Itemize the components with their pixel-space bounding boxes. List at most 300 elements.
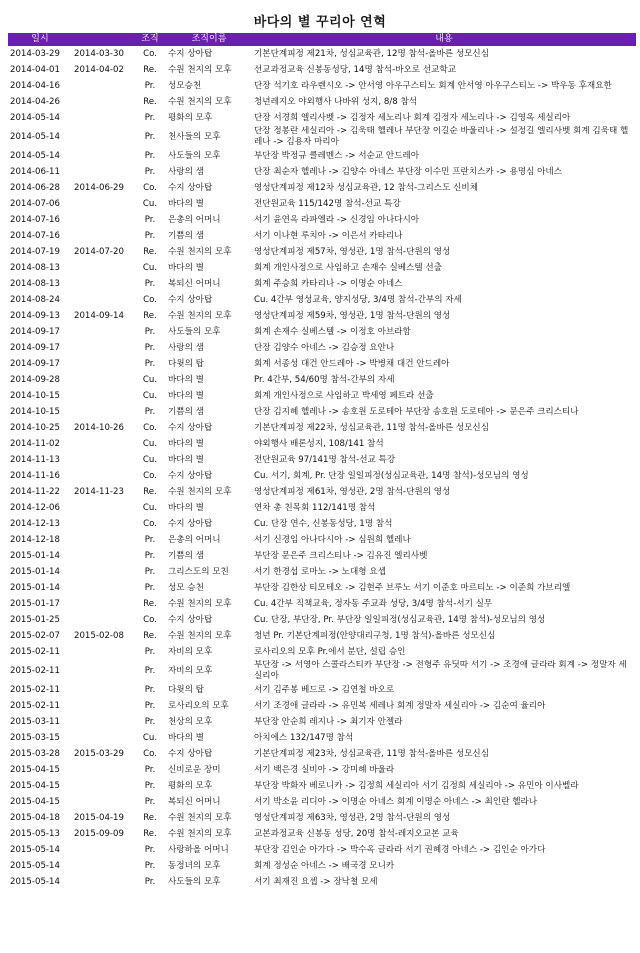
cell-start-date: 2014-12-13 — [10, 518, 60, 529]
table-row — [8, 532, 636, 548]
cell-type: Pr. — [144, 646, 156, 657]
cell-org-name: 수원 천지의 모후 — [168, 598, 232, 609]
cell-start-date: 2015-01-17 — [10, 598, 60, 609]
cell-type: Cu. — [142, 732, 158, 743]
cell-end-date — [72, 148, 134, 164]
cell-type: Cu. — [142, 262, 158, 273]
cell-type: Re. — [143, 486, 157, 497]
cell-content: 선교과정교육 신봉동성당, 14명 참석-바오로 선교학교 — [254, 64, 457, 75]
cell-end-date: 2014-07-20 — [74, 246, 124, 257]
cell-end-date — [72, 110, 134, 126]
cell-content: 연차 총 친목회 112/141명 참석 — [254, 502, 376, 513]
table-row — [8, 580, 636, 596]
table-row — [8, 660, 636, 682]
cell-end-date — [72, 794, 134, 810]
cell-org-name: 수지 상아탑 — [168, 422, 213, 433]
cell-content: 단장 석기호 라우렌시오 -> 안서영 아우구스티노 회계 안서영 아우구스티노 -> 박우동 후재요한 — [254, 80, 612, 91]
cell-end-date — [72, 714, 134, 730]
cell-content: 단장 서경희 엘리사벳 -> 김정자 세노리나 회계 김정자 세노리나 -> 김영옥 세실리아 — [254, 112, 571, 123]
table-row — [8, 276, 636, 292]
history-table — [8, 33, 636, 890]
cell-content: 부단장 -> 서영아 스콜라스티카 부단장 -> 전형주 유딧따 서기 -> 조경애 글라라 회계 -> 정말자 세실리아 — [254, 660, 627, 681]
table-row — [8, 78, 636, 94]
cell-content: 단장 최순자 헬레나 -> 김양수 아네스 부단장 이수민 프란치스카 -> 용명심 아네스 — [254, 166, 563, 177]
cell-start-date: 2015-01-25 — [10, 614, 60, 625]
cell-end-date — [72, 874, 134, 890]
cell-content: 아치에스 132/147명 참석 — [254, 732, 354, 743]
cell-end-date — [72, 388, 134, 404]
cell-content: 전단원교육 115/142명 참석-선교 특강 — [254, 198, 401, 209]
cell-type: Pr. — [144, 582, 156, 593]
cell-org-name: 자비의 모후 — [168, 646, 213, 657]
table-row — [8, 682, 636, 698]
cell-end-date — [72, 762, 134, 778]
cell-content: 청년 Pr. 기본단계피정(안양대리구청, 1명 참석)-올바른 성모신심 — [254, 630, 496, 641]
cell-org-name: 수원 천지의 모후 — [168, 812, 232, 823]
cell-start-date: 2014-11-02 — [10, 438, 60, 449]
cell-content: 서기 신경임 아나다시아 -> 심원희 헬레나 — [254, 534, 411, 545]
cell-end-date: 2014-09-14 — [74, 310, 124, 321]
cell-start-date: 2014-05-14 — [10, 112, 60, 123]
cell-start-date: 2015-05-14 — [10, 876, 60, 887]
cell-end-date — [72, 228, 134, 244]
cell-org-name: 수원 천지의 모후 — [168, 64, 232, 75]
cell-content: 단장 김양수 아네스 -> 김승정 요안나 — [254, 342, 395, 353]
cell-content: 서기 한경섭 로마노 -> 노대형 요셉 — [254, 566, 386, 577]
cell-content: 서기 최재진 요셉 -> 장낙철 모세 — [254, 876, 378, 887]
table-row — [8, 564, 636, 580]
cell-type: Co. — [143, 748, 157, 759]
cell-end-date — [72, 842, 134, 858]
cell-start-date: 2015-01-14 — [10, 550, 60, 561]
cell-org-name: 다윗의 탑 — [168, 684, 204, 695]
cell-content: 교본과정교육 신봉동 성당, 20명 참석-레지오교본 교육 — [254, 828, 459, 839]
cell-type: Re. — [143, 598, 157, 609]
table-row — [8, 46, 636, 62]
table-row — [8, 612, 636, 628]
cell-content: 회계 서종성 대건 안드레아 -> 박병채 대건 안드레아 — [254, 358, 450, 369]
table-row — [8, 826, 636, 842]
cell-content: 기본단계피정 제21차, 성심교육관, 12명 참석-올바른 성모신심 — [254, 48, 490, 59]
table-row — [8, 404, 636, 420]
cell-org-name: 바다의 별 — [168, 732, 204, 743]
cell-start-date: 2014-09-17 — [10, 358, 60, 369]
cell-start-date: 2014-10-15 — [10, 406, 60, 417]
cell-type: Pr. — [144, 780, 156, 791]
cell-end-date — [72, 196, 134, 212]
cell-org-name: 수원 천지의 모후 — [168, 96, 232, 107]
cell-content: 회계 주승희 카타리나 -> 이명순 아네스 — [254, 278, 403, 289]
cell-type: Co. — [143, 470, 157, 481]
cell-type: Pr. — [144, 326, 156, 337]
cell-type: Re. — [143, 246, 157, 257]
table-row — [8, 340, 636, 356]
cell-end-date: 2014-04-02 — [74, 64, 124, 75]
cell-start-date: 2014-04-26 — [10, 96, 60, 107]
table-row — [8, 842, 636, 858]
cell-start-date: 2014-06-11 — [10, 166, 60, 177]
cell-content: 서기 윤연옥 라파엘라 -> 신경임 아나다시아 — [254, 214, 420, 225]
table-row — [8, 596, 636, 612]
cell-type: Pr. — [144, 550, 156, 561]
cell-start-date: 2015-04-15 — [10, 764, 60, 775]
cell-content: 영성단계피정 제63차, 영성관, 2명 참석-단원의 영성 — [254, 812, 451, 823]
cell-org-name: 수원 천지의 모후 — [168, 310, 232, 321]
cell-type: Pr. — [144, 534, 156, 545]
cell-type: Re. — [143, 96, 157, 107]
cell-end-date: 2014-06-29 — [74, 182, 124, 193]
cell-content: 영성단계피정 제57차, 영성관, 1명 참석-단원의 영성 — [254, 246, 451, 257]
cell-start-date: 2014-11-16 — [10, 470, 60, 481]
cell-type: Re. — [143, 828, 157, 839]
cell-org-name: 평화의 모후 — [168, 112, 213, 123]
cell-start-date: 2014-12-06 — [10, 502, 60, 513]
cell-start-date: 2014-08-24 — [10, 294, 60, 305]
table-row — [8, 484, 636, 500]
cell-content: 부단장 박정규 클레멘스 -> 서순교 안드레아 — [254, 150, 420, 161]
table-row — [8, 436, 636, 452]
cell-org-name: 수지 상아탑 — [168, 294, 213, 305]
cell-start-date: 2014-07-16 — [10, 230, 60, 241]
cell-start-date: 2014-05-14 — [10, 131, 60, 142]
cell-start-date: 2014-09-13 — [10, 310, 60, 321]
table-row — [8, 858, 636, 874]
cell-org-name: 바다의 별 — [168, 438, 204, 449]
cell-type: Co. — [143, 48, 157, 59]
cell-type: Co. — [143, 294, 157, 305]
table-row — [8, 746, 636, 762]
cell-start-date: 2014-12-18 — [10, 534, 60, 545]
cell-start-date: 2015-04-15 — [10, 780, 60, 791]
cell-type: Pr. — [144, 150, 156, 161]
cell-type: Co. — [143, 422, 157, 433]
cell-type: Co. — [143, 518, 157, 529]
table-row — [8, 644, 636, 660]
cell-start-date: 2015-05-14 — [10, 844, 60, 855]
cell-org-name: 바다의 별 — [168, 502, 204, 513]
cell-end-date: 2014-03-30 — [74, 48, 124, 59]
cell-content: Cu. 단장, 부단장, Pr. 부단장 일일피정(성심교육관, 14명 참석)-성모님의 영성 — [254, 614, 546, 625]
cell-end-date: 2014-11-23 — [74, 486, 124, 497]
cell-org-name: 자비의 모후 — [168, 665, 213, 676]
table-row — [8, 164, 636, 180]
cell-end-date: 2015-09-09 — [74, 828, 124, 839]
cell-content: 서기 김주봉 베드로 -> 김연철 바오로 — [254, 684, 395, 695]
cell-start-date: 2015-04-18 — [10, 812, 60, 823]
cell-org-name: 그리스도의 모친 — [168, 566, 229, 577]
cell-content: 서기 조경애 글라라 -> 유민복 세레나 회계 정말자 세실리아 -> 김순여 율리아 — [254, 700, 546, 711]
cell-type: Cu. — [142, 438, 158, 449]
table-row — [8, 212, 636, 228]
cell-start-date: 2015-02-11 — [10, 646, 60, 657]
cell-content: Cu. 단장 연수, 신봉동성당, 1명 참석 — [254, 518, 393, 529]
cell-end-date — [72, 612, 134, 628]
cell-content: Cu. 4간부 직책교육, 정자동 주교좌 성당, 3/4명 참석-서기 실무 — [254, 598, 493, 609]
cell-start-date: 2014-09-17 — [10, 342, 60, 353]
cell-type: Cu. — [142, 198, 158, 209]
cell-org-name: 바다의 별 — [168, 198, 204, 209]
header-note: 내용 — [252, 33, 636, 46]
cell-end-date — [72, 778, 134, 794]
table-row — [8, 548, 636, 564]
cell-org-name: 사랑의 샘 — [168, 342, 204, 353]
cell-end-date: 2015-03-29 — [74, 748, 124, 759]
cell-org-name: 복되신 어머니 — [168, 278, 221, 289]
cell-content: Cu. 4간부 영성교육, 양지성당, 3/4명 참석-간부의 자세 — [254, 294, 462, 305]
cell-type: Cu. — [142, 390, 158, 401]
cell-type: Pr. — [144, 131, 156, 142]
cell-start-date: 2015-03-15 — [10, 732, 60, 743]
cell-end-date — [72, 858, 134, 874]
table-row — [8, 308, 636, 324]
cell-content: 부단장 안순희 레지나 -> 최기자 안젤라 — [254, 716, 403, 727]
cell-content: 회계 정성순 아네스 -> 배국경 모니카 — [254, 860, 395, 871]
cell-start-date: 2014-03-29 — [10, 48, 60, 59]
cell-org-name: 성모승천 — [168, 80, 202, 91]
cell-end-date — [72, 644, 134, 660]
table-row — [8, 500, 636, 516]
cell-end-date — [72, 126, 134, 148]
cell-org-name: 사도들의 모후 — [168, 876, 221, 887]
table-row — [8, 452, 636, 468]
table-row — [8, 698, 636, 714]
cell-org-name: 천상의 모후 — [168, 716, 213, 727]
table-row — [8, 196, 636, 212]
table-row — [8, 420, 636, 436]
cell-org-name: 사도들의 모후 — [168, 326, 221, 337]
cell-end-date — [72, 516, 134, 532]
cell-org-name: 로사리오의 모후 — [168, 700, 229, 711]
table-row — [8, 388, 636, 404]
cell-content: 기본단계피정 제22차, 성심교육관, 11명 참석-올바른 성모신심 — [254, 422, 490, 433]
cell-start-date: 2014-07-16 — [10, 214, 60, 225]
cell-org-name: 평화의 모후 — [168, 780, 213, 791]
cell-end-date — [72, 94, 134, 110]
cell-content: 영성단계피정 제12차 성심교육관, 12 참석-그리스도 신비체 — [254, 182, 478, 193]
cell-end-date — [72, 596, 134, 612]
table-row — [8, 874, 636, 890]
cell-content: 회계 개인사정으로 사임하고 손재수 실베스텔 선출 — [254, 262, 442, 273]
cell-start-date: 2015-03-28 — [10, 748, 60, 759]
cell-org-name: 수원 천지의 모후 — [168, 630, 232, 641]
table-row — [8, 62, 636, 78]
cell-end-date — [72, 436, 134, 452]
cell-end-date — [72, 730, 134, 746]
cell-content: 기본단계피정 제23차, 성심교육관, 11명 참석-올바른 성모신심 — [254, 748, 490, 759]
table-row — [8, 148, 636, 164]
table-row — [8, 110, 636, 126]
cell-type: Re. — [143, 812, 157, 823]
cell-start-date: 2015-02-11 — [10, 700, 60, 711]
header-date: 일시 — [8, 33, 72, 46]
cell-org-name: 사랑의 샘 — [168, 166, 204, 177]
cell-content: 부단장 박화자 베로니카 -> 김정희 세실리아 서기 김정희 세실리아 -> 유민아 이사벨라 — [254, 780, 579, 791]
cell-org-name: 기쁨의 샘 — [168, 550, 204, 561]
cell-end-date — [72, 698, 134, 714]
cell-org-name: 수원 천지의 모후 — [168, 246, 232, 257]
cell-type: Pr. — [144, 566, 156, 577]
cell-type: Pr. — [144, 278, 156, 289]
cell-org-name: 바다의 별 — [168, 374, 204, 385]
cell-type: Pr. — [144, 716, 156, 727]
cell-start-date: 2014-07-06 — [10, 198, 60, 209]
cell-org-name: 은총의 어머니 — [168, 214, 221, 225]
cell-end-date — [72, 500, 134, 516]
cell-end-date — [72, 404, 134, 420]
cell-org-name: 수원 천지의 모후 — [168, 486, 232, 497]
table-row — [8, 810, 636, 826]
table-row — [8, 372, 636, 388]
cell-org-name: 기쁨의 샘 — [168, 230, 204, 241]
cell-start-date: 2014-08-13 — [10, 278, 60, 289]
table-row — [8, 292, 636, 308]
cell-org-name: 사랑하올 어머니 — [168, 844, 229, 855]
cell-type: Cu. — [142, 454, 158, 465]
cell-end-date — [72, 324, 134, 340]
cell-content: 전단원교육 97/141명 참석-선교 특강 — [254, 454, 396, 465]
table-row — [8, 244, 636, 260]
cell-type: Pr. — [144, 796, 156, 807]
cell-type: Re. — [143, 64, 157, 75]
cell-org-name: 바다의 별 — [168, 390, 204, 401]
cell-end-date — [72, 292, 134, 308]
cell-start-date: 2014-11-13 — [10, 454, 60, 465]
cell-start-date: 2014-08-13 — [10, 262, 60, 273]
table-row — [8, 794, 636, 810]
cell-start-date: 2015-02-07 — [10, 630, 60, 641]
cell-type: Pr. — [144, 665, 156, 676]
cell-org-name: 다윗의 탑 — [168, 358, 204, 369]
cell-content: 회계 개인사정으로 사임하고 박세영 페트라 선출 — [254, 390, 434, 401]
cell-org-name: 수지 상아탑 — [168, 182, 213, 193]
cell-end-date — [72, 580, 134, 596]
cell-end-date — [72, 660, 134, 682]
cell-type: Pr. — [144, 342, 156, 353]
cell-end-date — [72, 564, 134, 580]
cell-type: Pr. — [144, 406, 156, 417]
cell-start-date: 2014-04-16 — [10, 80, 60, 91]
cell-content: 야외행사 배론성지, 108/141 참석 — [254, 438, 384, 449]
table-row — [8, 94, 636, 110]
cell-end-date — [72, 532, 134, 548]
header-row — [8, 33, 636, 46]
table-row — [8, 762, 636, 778]
cell-start-date: 2014-05-14 — [10, 150, 60, 161]
cell-start-date: 2014-07-19 — [10, 246, 60, 257]
cell-type: Pr. — [144, 214, 156, 225]
cell-start-date: 2014-06-28 — [10, 182, 60, 193]
cell-end-date — [72, 212, 134, 228]
cell-type: Pr. — [144, 166, 156, 177]
cell-content: 부단장 김인순 아가다 -> 박수옥 글라라 서기 권혜경 아네스 -> 김인순 아가다 — [254, 844, 546, 855]
cell-end-date — [72, 372, 134, 388]
cell-end-date — [72, 682, 134, 698]
cell-content: 부단장 문은주 크리스티나 -> 김유진 엘리사벳 — [254, 550, 428, 561]
cell-start-date: 2015-05-14 — [10, 860, 60, 871]
cell-end-date — [72, 260, 134, 276]
page-title: 바다의 별 꾸리아 연혁 — [253, 15, 387, 30]
cell-start-date: 2015-03-11 — [10, 716, 60, 727]
cell-end-date — [72, 468, 134, 484]
cell-org-name: 수지 상아탑 — [168, 518, 213, 529]
cell-type: Cu. — [142, 374, 158, 385]
cell-end-date — [72, 548, 134, 564]
cell-content: 서기 백은경 실비아 -> 강미혜 바울라 — [254, 764, 395, 775]
cell-end-date — [72, 452, 134, 468]
header-type: 조직 — [134, 33, 166, 46]
cell-org-name: 수원 천지의 모후 — [168, 828, 232, 839]
table-row — [8, 228, 636, 244]
header-name: 조직이름 — [166, 33, 252, 46]
cell-end-date — [72, 356, 134, 372]
cell-end-date: 2015-02-08 — [74, 630, 124, 641]
table-row — [8, 778, 636, 794]
table-row — [8, 356, 636, 372]
header-date2 — [72, 33, 134, 46]
cell-type: Pr. — [144, 358, 156, 369]
cell-type: Pr. — [144, 876, 156, 887]
cell-start-date: 2015-04-15 — [10, 796, 60, 807]
cell-type: Re. — [143, 630, 157, 641]
cell-end-date — [72, 78, 134, 94]
cell-end-date — [72, 164, 134, 180]
cell-type: Pr. — [144, 700, 156, 711]
cell-type: Co. — [143, 182, 157, 193]
cell-org-name: 천사들의 모후 — [168, 131, 221, 142]
cell-org-name: 성모 승천 — [168, 582, 204, 593]
table-row — [8, 714, 636, 730]
cell-start-date: 2015-02-11 — [10, 684, 60, 695]
cell-org-name: 수지 상아탑 — [168, 614, 213, 625]
cell-type: Pr. — [144, 80, 156, 91]
cell-type: Pr. — [144, 684, 156, 695]
cell-type: Co. — [143, 614, 157, 625]
cell-org-name: 수지 상아탑 — [168, 748, 213, 759]
cell-content: 부단장 김한상 티모테오 -> 김현주 브루노 서기 이준호 마르티노 -> 이준희 가브리엘 — [254, 582, 571, 593]
cell-content: 청년레지오 야외행사 나바위 성지, 8/8 참석 — [254, 96, 418, 107]
cell-org-name: 바다의 별 — [168, 262, 204, 273]
cell-org-name: 기쁨의 샘 — [168, 406, 204, 417]
cell-org-name: 은총의 어머니 — [168, 534, 221, 545]
cell-content: Pr. 4간부, 54/60명 참석-간부의 자세 — [254, 374, 395, 385]
table-row — [8, 180, 636, 196]
cell-content: 영성단계피정 제59차, 영성관, 1명 참석-단원의 영성 — [254, 310, 451, 321]
cell-type: Pr. — [144, 112, 156, 123]
cell-type: Pr. — [144, 844, 156, 855]
table-row — [8, 324, 636, 340]
cell-end-date: 2014-10-26 — [74, 422, 124, 433]
cell-start-date: 2014-04-01 — [10, 64, 60, 75]
cell-content: 서기 박소윤 리디아 -> 이명순 아네스 회계 이명순 아네스 -> 최인란 헬라나 — [254, 796, 538, 807]
table-row — [8, 126, 636, 148]
cell-org-name: 수지 상아탑 — [168, 470, 213, 481]
table-row — [8, 260, 636, 276]
cell-type: Cu. — [142, 502, 158, 513]
cell-content: 로사리오의 모후 Pr.에서 분단, 설립 승인 — [254, 646, 406, 657]
cell-content: Cu. 서기, 회계, Pr. 단장 일일피정(성심교육관, 14명 참석)-성모님의 영성 — [254, 470, 529, 481]
cell-content: 서기 이나현 루치아 -> 이은서 카타리나 — [254, 230, 403, 241]
cell-content: 영성단계피정 제61차, 영성관, 2명 참석-단원의 영성 — [254, 486, 451, 497]
cell-content: 단장 김지혜 헬레나 -> 송호원 도로테아 부단장 송호원 도로테아 -> 문은주 크리스티나 — [254, 406, 579, 417]
cell-end-date — [72, 276, 134, 292]
cell-end-date: 2015-04-19 — [74, 812, 124, 823]
table-row — [8, 628, 636, 644]
cell-type: Pr. — [144, 764, 156, 775]
cell-start-date: 2014-09-17 — [10, 326, 60, 337]
cell-org-name: 신비로운 장미 — [168, 764, 221, 775]
cell-start-date: 2015-01-14 — [10, 566, 60, 577]
cell-end-date — [72, 340, 134, 356]
